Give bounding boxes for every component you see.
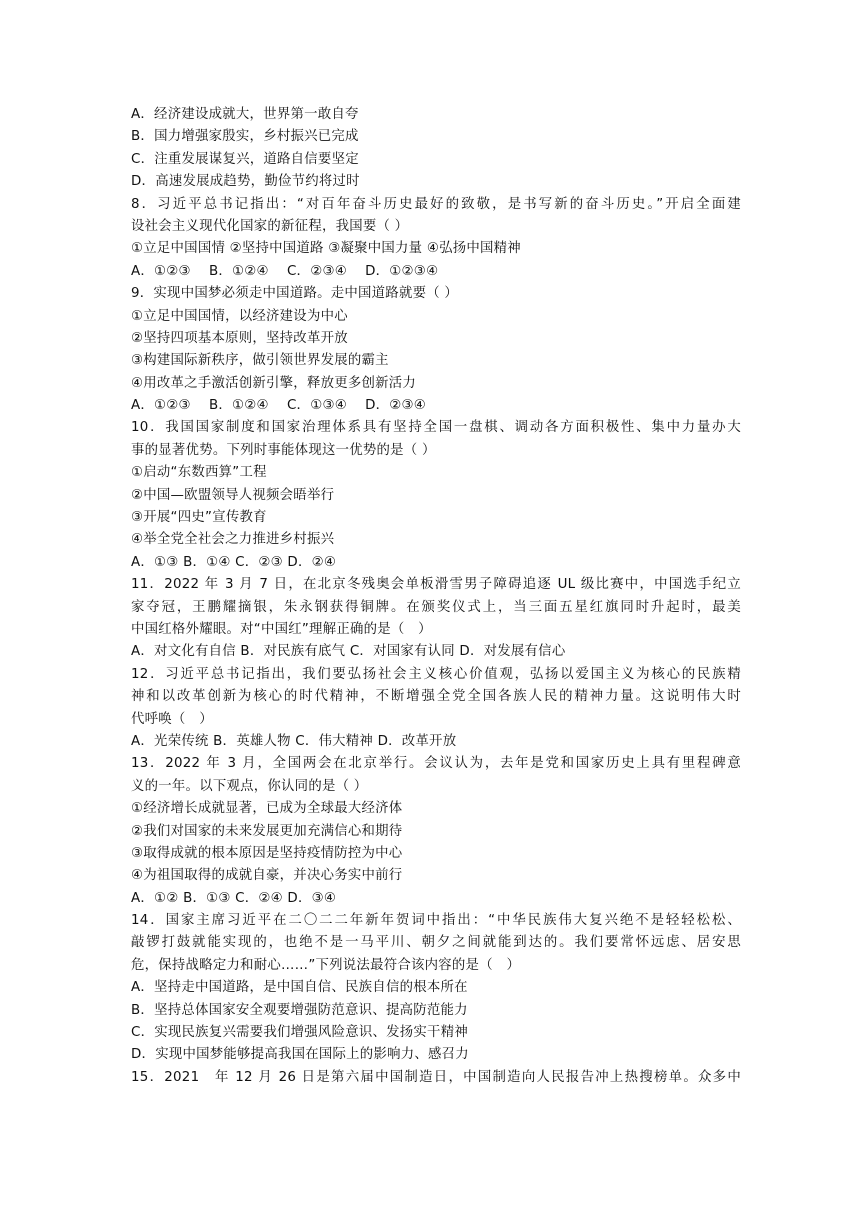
q9-statement-1: ①立足中国国情，以经济建设为中心	[131, 308, 348, 324]
q13-options: A．①② B．①③ C．②④ D．③④	[131, 890, 337, 906]
q7-option-a: A．经济建设成就大，世界第一敢自夸	[131, 107, 359, 122]
q13-statement-2: ②我们对国家的未来发展更加充满信心和期待	[131, 823, 403, 839]
q14-stem-line2: 敲锣打鼓就能实现的，也绝不是一马平川、朝夕之间就能到达的。我们要常怀远虑、居安思	[131, 935, 741, 951]
q13-statement-4: ④为祖国取得的成就自豪，并决心务实中前行	[131, 868, 403, 884]
q11-stem-line1: 11．2022 年 3 月 7 日，在北京冬残奥会单板滑雪男子障碍追逐 UL 级比赛中，中国选手纪立	[131, 577, 741, 593]
q14-option-b: B．坚持总体国家安全观要增强防范意识、提高防范能力	[131, 1002, 468, 1018]
q13-stem-line1: 13．2022 年 3 月，全国两会在北京举行。会议认为，去年是党和国家历史上具有里程碑意	[131, 756, 741, 772]
q9-statement-4: ④用改革之手激活创新引擎，释放更多创新活力	[131, 375, 417, 391]
q8-stem-line1: 8．习近平总书记指出：“对百年奋斗历史最好的致敬，是书写新的奋斗历史。”开启全面建	[131, 196, 741, 212]
q8-statements: ①立足中国国情 ②坚持中国道路 ③凝聚中国力量 ④弘扬中国精神	[131, 241, 521, 257]
q12-stem-line1: 12．习近平总书记指出，我们要弘扬社会主义核心价值观，弘扬以爱国主义为核心的民族精	[131, 666, 741, 682]
q14-stem-line3: 危，保持战略定力和耐心……”下列说法最符合该内容的是（ ）	[131, 957, 521, 973]
q13-statement-1: ①经济增长成就显著，已成为全球最大经济体	[131, 801, 403, 817]
q13-stem-line2: 义的一年。以下观点，你认同的是（ ）	[131, 778, 368, 794]
q10-options: A．①③ B．①④ C．②③ D．②④	[131, 554, 337, 570]
q7-option-c: C．注重发展谋复兴，道路自信要坚定	[131, 151, 359, 167]
q12-stem-line2: 神和以改革创新为核心的时代精神，不断增强全党全国各族人民的精神力量。这说明伟大时	[131, 689, 741, 705]
q10-stem-line1: 10．我国国家制度和国家治理体系具有坚持全国一盘棋、调动各方面积极性、集中力量办大	[131, 420, 741, 436]
q10-stem-line2: 事的显著优势。下列时事能体现这一优势的是（ ）	[131, 442, 436, 458]
q13-statement-3: ③取得成就的根本原因是坚持疫情防控为中心	[131, 845, 403, 861]
q8-options: A．①②③ B．①②④ C．②③④ D．①②③④	[131, 263, 439, 279]
q10-statement-3: ③开展“四史”宣传教育	[131, 510, 267, 526]
q14-option-c: C．实现民族复兴需要我们增强风险意识、发扬实干精神	[131, 1025, 468, 1041]
q11-options: A．对文化有自信 B．对民族有底气 C．对国家有认同 D．对发展有信心	[131, 644, 566, 660]
q14-stem-line1: 14．国家主席习近平在二〇二二年新年贺词中指出：“中华民族伟大复兴绝不是轻轻松松、	[131, 913, 741, 929]
q7-option-b: B．国力增强家殷实，乡村振兴已完成	[131, 129, 359, 145]
q11-stem-line2: 家夺冠，王鹏耀摘银，朱永钢获得铜牌。在颁奖仪式上，当三面五星红旗同时升起时，最美	[131, 599, 741, 615]
q11-stem-line3: 中国红格外耀眼。对“中国红”理解正确的是（ ）	[131, 621, 432, 637]
q15-stem-line1: 15．2021 年 12 月 26 日是第六届中国制造日，中国制造向人民报告冲上热搜榜单。众多中	[131, 1069, 741, 1085]
q10-statement-2: ②中国—欧盟领导人视频会晤举行	[131, 487, 335, 503]
q7-option-d: D．高速发展成趋势，勤俭节约将过时	[131, 174, 360, 190]
q14-option-a: A．坚持走中国道路，是中国自信、民族自信的根本所在	[131, 980, 468, 996]
q12-options: A．光荣传统 B．英雄人物 C．伟大精神 D．改革开放	[131, 733, 457, 749]
q8-stem-line2: 设社会主义现代化国家的新征程，我国要（ ）	[131, 218, 409, 234]
q12-stem-line3: 代呼唤（ ）	[131, 711, 213, 727]
document-page	[131, 104, 741, 1089]
q14-option-d: D．实现中国梦能够提高我国在国际上的影响力、感召力	[131, 1047, 469, 1063]
q9-statement-2: ②坚持四项基本原则，坚持改革开放	[131, 330, 348, 346]
q9-options: A．①②③ B．①②④ C．①③④ D．②③④	[131, 398, 427, 414]
q10-statement-1: ①启动“东数西算”工程	[131, 465, 267, 481]
q9-statement-3: ③构建国际新秩序，做引领世界发展的霸主	[131, 353, 389, 369]
q9-stem: 9．实现中国梦必须走中国道路。走中国道路就要（ ）	[131, 286, 459, 302]
q10-statement-4: ④举全党全社会之力推进乡村振兴	[131, 532, 335, 548]
